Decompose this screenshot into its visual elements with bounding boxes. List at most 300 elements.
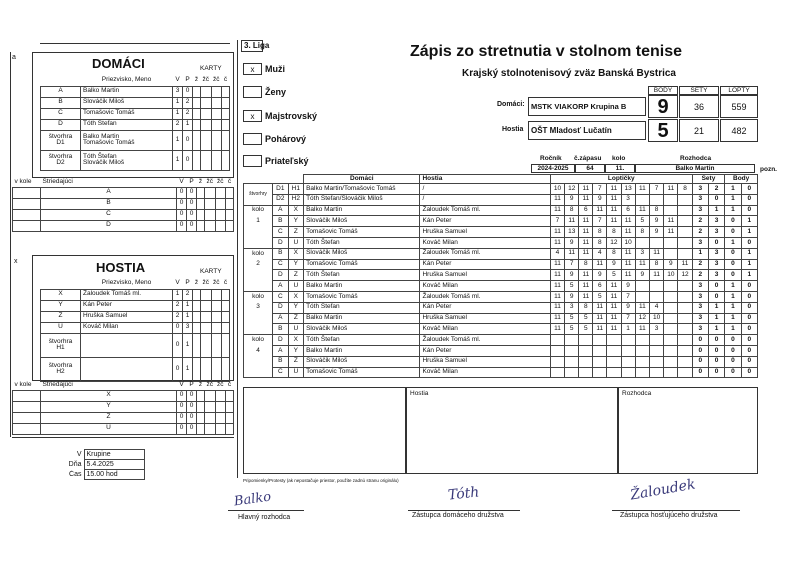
set-score: 9 — [649, 227, 663, 238]
home-player: Tóth Štefan — [304, 335, 420, 346]
col-sety: Sety — [692, 175, 725, 184]
col-card: žč — [202, 76, 209, 83]
away-code: U — [288, 237, 303, 248]
set-score: 10 — [664, 270, 678, 281]
points-home: 0 — [725, 248, 741, 259]
away-player: Kováč Milan — [420, 237, 550, 248]
away-players-table — [40, 278, 230, 382]
sets-away: 3 — [708, 248, 724, 259]
home-code: D — [273, 270, 288, 281]
sub-p: 0 — [187, 423, 197, 434]
sets-away: 1 — [708, 324, 724, 335]
set-score — [649, 237, 663, 248]
home-body: 9 — [648, 95, 678, 118]
set-score: 11 — [607, 291, 621, 302]
player-code: Z — [41, 311, 81, 322]
table-row — [41, 150, 230, 170]
set-score — [565, 345, 579, 356]
points-home: 1 — [725, 313, 741, 324]
set-score: 11 — [579, 184, 593, 195]
player-p: 1 — [183, 119, 193, 130]
set-score: 11 — [550, 237, 564, 248]
doubles-name: Slováčik Miloš — [83, 159, 125, 166]
away-lopty: 482 — [720, 119, 758, 142]
set-score — [649, 367, 663, 378]
points-home: 0 — [725, 216, 741, 227]
set-score: 3 — [635, 248, 649, 259]
points-away: 0 — [741, 237, 757, 248]
set-score: 11 — [635, 302, 649, 313]
table-row — [244, 227, 758, 238]
doubles-p: 1 — [183, 357, 193, 381]
points-away: 1 — [741, 227, 757, 238]
sets-home: 3 — [692, 291, 708, 302]
set-score: 11 — [565, 216, 579, 227]
sets-away: 0 — [708, 335, 724, 346]
col-hostia: Hostia — [420, 175, 550, 184]
player-code: C — [41, 108, 81, 119]
away-code: Y — [288, 216, 303, 227]
away-code: X — [288, 335, 303, 346]
home-code: B — [273, 356, 288, 367]
set-score: 11 — [607, 184, 621, 195]
away-rep-caption: Zástupca hosťujúceho družstva — [620, 512, 718, 519]
set-score: 7 — [621, 313, 635, 324]
set-score — [579, 356, 593, 367]
home-sign-line — [408, 510, 520, 511]
majstrovsky-checkbox[interactable]: x — [243, 110, 262, 122]
set-score — [593, 356, 607, 367]
table-row — [244, 237, 758, 248]
doubles-name: Tomašovic Tomáš — [83, 139, 135, 146]
points-home: 0 — [725, 345, 741, 356]
set-score — [664, 313, 678, 324]
player-code: U — [41, 322, 81, 333]
sub-p: 0 — [187, 401, 197, 412]
col-p: P — [185, 76, 190, 83]
set-score: 11 — [607, 194, 621, 205]
points-away: 1 — [741, 259, 757, 270]
player-code: A — [41, 86, 81, 97]
col-sety-header: SETY — [679, 86, 719, 95]
set-score — [678, 356, 692, 367]
corner-x: x — [14, 258, 18, 265]
away-code: U — [288, 281, 303, 292]
points-away: 1 — [741, 270, 757, 281]
away-code: Z — [288, 270, 303, 281]
player-p: 2 — [183, 289, 193, 300]
away-team-name: OŠT Mladosť Lučatín — [528, 121, 646, 140]
player-code: X — [41, 289, 81, 300]
kolo-value: 11. — [605, 164, 635, 173]
col-body-header: BODY — [648, 86, 678, 95]
home-code: C — [273, 227, 288, 238]
away-player: / — [420, 184, 550, 195]
home-subs-table: v kole Striedajúci V P ž žč žč č A 0 0 B 0 0 C 0 0 D 0 0 — [12, 178, 234, 232]
kolo-label: kolo — [244, 248, 273, 259]
set-score: 5 — [593, 291, 607, 302]
player-name: Žaloudek Tomáš ml. — [81, 289, 173, 300]
away-player: Žaloudek Tomáš ml. — [420, 291, 550, 302]
table-row — [41, 300, 230, 311]
set-score — [678, 227, 692, 238]
table-row — [13, 390, 234, 401]
set-score: 11 — [579, 227, 593, 238]
home-code: B — [273, 216, 288, 227]
set-score: 5 — [635, 216, 649, 227]
sub-p: 0 — [187, 412, 197, 423]
set-score: 5 — [607, 270, 621, 281]
player-v: 3 — [173, 86, 183, 97]
points-away: 0 — [741, 313, 757, 324]
sets-away: 0 — [708, 367, 724, 378]
set-score — [664, 367, 678, 378]
home-player: Tomašovic Tomáš — [304, 259, 420, 270]
set-score — [635, 345, 649, 356]
sub-v: 0 — [177, 401, 187, 412]
sets-away: 0 — [708, 281, 724, 292]
date-label: Dňa — [68, 461, 82, 468]
referee-sign-line — [228, 510, 304, 511]
cislo-label: č.zápasu — [574, 155, 602, 162]
doubles-label: štvorhra — [48, 361, 73, 369]
player-code: B — [41, 97, 81, 108]
away-player: / — [420, 194, 550, 205]
set-score: 9 — [607, 259, 621, 270]
sets-home: 3 — [692, 237, 708, 248]
home-players-table — [40, 75, 230, 171]
table-row — [13, 198, 234, 209]
away-player: Žaloudek Tomáš ml. — [420, 205, 550, 216]
points-home: 1 — [725, 291, 741, 302]
sub-code: Z — [41, 412, 177, 423]
set-score — [664, 302, 678, 313]
set-score: 5 — [579, 324, 593, 335]
set-score — [635, 356, 649, 367]
home-label: Domáci: — [497, 101, 525, 108]
notes-domaci-box[interactable] — [243, 387, 406, 474]
table-row — [41, 322, 230, 333]
doubles-p: 1 — [183, 333, 193, 357]
home-player: Slováčik Miloš — [304, 216, 420, 227]
set-score: 13 — [621, 184, 635, 195]
set-score — [593, 367, 607, 378]
place-value: Krupine — [84, 450, 144, 460]
kolo-label: kolo — [612, 155, 626, 162]
set-score — [593, 345, 607, 356]
player-name: Kováč Milan — [81, 322, 173, 333]
set-score — [664, 291, 678, 302]
points-away: 0 — [741, 356, 757, 367]
set-score: 6 — [579, 205, 593, 216]
set-score — [664, 335, 678, 346]
set-score — [678, 302, 692, 313]
sets-home: 3 — [692, 324, 708, 335]
points-away: 0 — [741, 324, 757, 335]
doubles-v: 0 — [173, 357, 183, 381]
home-code: B — [273, 248, 288, 259]
points-home: 0 — [725, 335, 741, 346]
set-score — [593, 335, 607, 346]
set-score — [621, 356, 635, 367]
set-score: 8 — [649, 259, 663, 270]
away-player: Kán Peter — [420, 345, 550, 356]
rozhodca-value: Balko Martin — [635, 164, 755, 173]
away-player: Hruška Samuel — [420, 270, 550, 281]
sub-v: 0 — [177, 220, 187, 231]
set-score: 11 — [635, 324, 649, 335]
home-code: A — [273, 281, 288, 292]
away-sety: 21 — [679, 119, 719, 142]
set-score — [607, 356, 621, 367]
set-score — [664, 345, 678, 356]
set-score: 5 — [565, 281, 579, 292]
col-v: V — [175, 279, 180, 286]
table-row — [244, 313, 758, 324]
kolo-label: kolo — [244, 291, 273, 302]
set-score: 8 — [579, 302, 593, 313]
player-name: Tóth Štefan — [81, 119, 173, 130]
time-value: 15.00 hod — [84, 470, 144, 480]
poharovy-checkbox[interactable] — [243, 133, 262, 145]
home-code: C — [273, 367, 288, 378]
set-score — [678, 324, 692, 335]
points-away: 0 — [741, 194, 757, 205]
liga-label: 3. Liga — [244, 41, 270, 50]
set-score: 11 — [593, 324, 607, 335]
set-score — [664, 205, 678, 216]
away-code: X — [288, 248, 303, 259]
sets-away: 3 — [708, 270, 724, 281]
home-code: C — [273, 291, 288, 302]
set-score: 11 — [550, 324, 564, 335]
set-score — [550, 367, 564, 378]
sets-away: 1 — [708, 205, 724, 216]
sets-away: 3 — [708, 259, 724, 270]
table-row — [244, 291, 758, 302]
home-player: Tóth Štefan — [304, 237, 420, 248]
sets-home: 3 — [692, 205, 708, 216]
home-code: D — [273, 302, 288, 313]
priatelsky-checkbox[interactable] — [243, 155, 262, 167]
table-row — [244, 324, 758, 335]
set-score: 9 — [593, 270, 607, 281]
set-score — [678, 281, 692, 292]
col-body: Body — [725, 175, 758, 184]
away-karty: KARTY — [200, 268, 222, 275]
muzi-checkbox[interactable]: x — [243, 63, 262, 75]
kolo-label: kolo — [244, 335, 273, 346]
set-score: 11 — [579, 216, 593, 227]
set-score: 11 — [607, 216, 621, 227]
points-home: 1 — [725, 302, 741, 313]
home-player: Balko Martin — [304, 205, 420, 216]
set-score — [664, 248, 678, 259]
set-score: 8 — [607, 248, 621, 259]
table-row — [13, 401, 234, 412]
col-card: ž — [194, 279, 199, 286]
set-score: 11 — [550, 302, 564, 313]
set-score — [635, 335, 649, 346]
home-team-name: MSTK VIAKORP Krupina B — [528, 97, 646, 116]
sets-home: 3 — [692, 302, 708, 313]
set-score — [664, 356, 678, 367]
time-label: Čas — [69, 471, 82, 478]
sets-home: 2 — [692, 216, 708, 227]
points-away: 0 — [741, 367, 757, 378]
points-home: 1 — [725, 281, 741, 292]
sub-v: 0 — [177, 209, 187, 220]
col-name: Priezvisko, Meno — [101, 279, 152, 286]
page-title: Zápis zo stretnutia v stolnom tenise — [410, 43, 683, 60]
zeny-checkbox[interactable] — [243, 86, 262, 98]
away-code: U — [288, 367, 303, 378]
sub-code: Y — [41, 401, 177, 412]
referee-caption: Hlavný rozhodca — [238, 514, 291, 521]
set-score: 3 — [621, 194, 635, 205]
set-score: 11 — [593, 259, 607, 270]
table-row — [244, 356, 758, 367]
player-v: 1 — [173, 97, 183, 108]
set-score — [579, 367, 593, 378]
set-score: 10 — [621, 237, 635, 248]
set-score: 5 — [565, 313, 579, 324]
set-score: 8 — [579, 259, 593, 270]
set-score: 5 — [565, 324, 579, 335]
away-code: U — [288, 324, 303, 335]
points-away: 0 — [741, 302, 757, 313]
set-score — [565, 335, 579, 346]
set-score: 11 — [621, 216, 635, 227]
left-margin-line — [10, 52, 11, 437]
away-rep-signature: Žaloudek — [629, 476, 697, 504]
set-score: 11 — [579, 194, 593, 205]
set-score: 11 — [607, 205, 621, 216]
set-score: 8 — [649, 205, 663, 216]
player-v: 1 — [173, 289, 183, 300]
set-score: 9 — [565, 291, 579, 302]
sub-p: 0 — [187, 220, 197, 231]
sets-home: 3 — [692, 184, 708, 195]
table-row — [41, 311, 230, 322]
set-score: 10 — [550, 184, 564, 195]
rozhodca-label: Rozhodca — [680, 155, 712, 162]
set-score: 11 — [621, 270, 635, 281]
set-score: 6 — [621, 205, 635, 216]
doubles-code: H1 — [56, 344, 65, 351]
set-score: 11 — [607, 313, 621, 324]
home-rep-caption: Zástupca domáceho družstva — [412, 512, 504, 519]
player-name: Slováčik Miloš — [81, 97, 173, 108]
table-row — [244, 335, 758, 346]
away-code: Y — [288, 302, 303, 313]
notes-hostia-box[interactable] — [406, 387, 618, 474]
set-score: 9 — [621, 281, 635, 292]
away-body: 5 — [648, 119, 678, 142]
set-score: 11 — [565, 248, 579, 259]
set-score — [678, 205, 692, 216]
zeny-label: Ženy — [265, 87, 287, 97]
home-player: Tomašovic Tomáš — [304, 291, 420, 302]
player-p: 1 — [183, 311, 193, 322]
sub-code: U — [41, 423, 177, 434]
doubles-v: 1 — [173, 130, 183, 150]
home-player: Tomašovic Tomáš — [304, 367, 420, 378]
set-score — [550, 345, 564, 356]
doubles-p: 0 — [183, 130, 193, 150]
rocnik-label: Ročník — [540, 155, 562, 162]
page-subtitle: Krajský stolnotenisový zväz Banská Bystrica — [462, 68, 676, 79]
away-player: Hruška Samuel — [420, 313, 550, 324]
home-karty: KARTY — [200, 65, 222, 72]
place-date-table — [40, 449, 145, 480]
away-subs-table: v kole Striedajúci V P ž žč žč č X 0 0 Y 0 0 Z 0 0 U 0 0 — [12, 381, 234, 435]
doubles-name: Balko Martin — [83, 132, 120, 140]
doubles-code: D1 — [56, 139, 65, 146]
sub-v: 0 — [177, 412, 187, 423]
sets-home: 3 — [692, 313, 708, 324]
sets-home: 0 — [692, 356, 708, 367]
home-title: DOMÁCI — [92, 56, 145, 71]
sets-home: 0 — [692, 335, 708, 346]
pozn-label: pozn. — [760, 166, 777, 173]
kolo-number — [244, 356, 273, 367]
player-p: 1 — [183, 300, 193, 311]
set-score: 11 — [550, 205, 564, 216]
set-score: 6 — [593, 281, 607, 292]
set-score: 11 — [593, 313, 607, 324]
sub-p: 0 — [187, 390, 197, 401]
set-score: 13 — [565, 227, 579, 238]
set-score — [621, 367, 635, 378]
player-name: Kán Peter — [81, 300, 173, 311]
notes-rozhodca-box[interactable] — [618, 387, 758, 474]
priatelsky-label: Priateľský — [265, 156, 309, 166]
set-score: 11 — [550, 194, 564, 205]
away-label: Hostia — [502, 126, 524, 133]
set-score — [649, 356, 663, 367]
col-card: č — [223, 279, 228, 286]
home-player: Slováčik Miloš — [304, 248, 420, 259]
sub-code: A — [41, 187, 177, 198]
player-code: Y — [41, 300, 81, 311]
table-row — [244, 194, 758, 205]
player-v: 2 — [173, 311, 183, 322]
set-score: 12 — [635, 313, 649, 324]
sets-home: 0 — [692, 367, 708, 378]
set-score: 11 — [550, 270, 564, 281]
table-row — [41, 357, 230, 381]
col-card: ž — [194, 76, 199, 83]
sets-home: 1 — [692, 248, 708, 259]
sets-away: 0 — [708, 356, 724, 367]
set-score: 11 — [621, 227, 635, 238]
set-score — [678, 335, 692, 346]
set-score: 11 — [579, 248, 593, 259]
sub-code: D — [41, 220, 177, 231]
place-label: V — [76, 451, 82, 458]
table-row — [244, 367, 758, 378]
sub-code: B — [41, 198, 177, 209]
sets-home: 2 — [692, 227, 708, 238]
set-score: 7 — [550, 216, 564, 227]
set-score: 7 — [649, 184, 663, 195]
set-score: 11 — [621, 259, 635, 270]
doubles-name: Tóth Štefan — [83, 152, 117, 160]
set-score — [649, 291, 663, 302]
sub-p: 0 — [187, 187, 197, 198]
kolo-number — [244, 367, 273, 378]
